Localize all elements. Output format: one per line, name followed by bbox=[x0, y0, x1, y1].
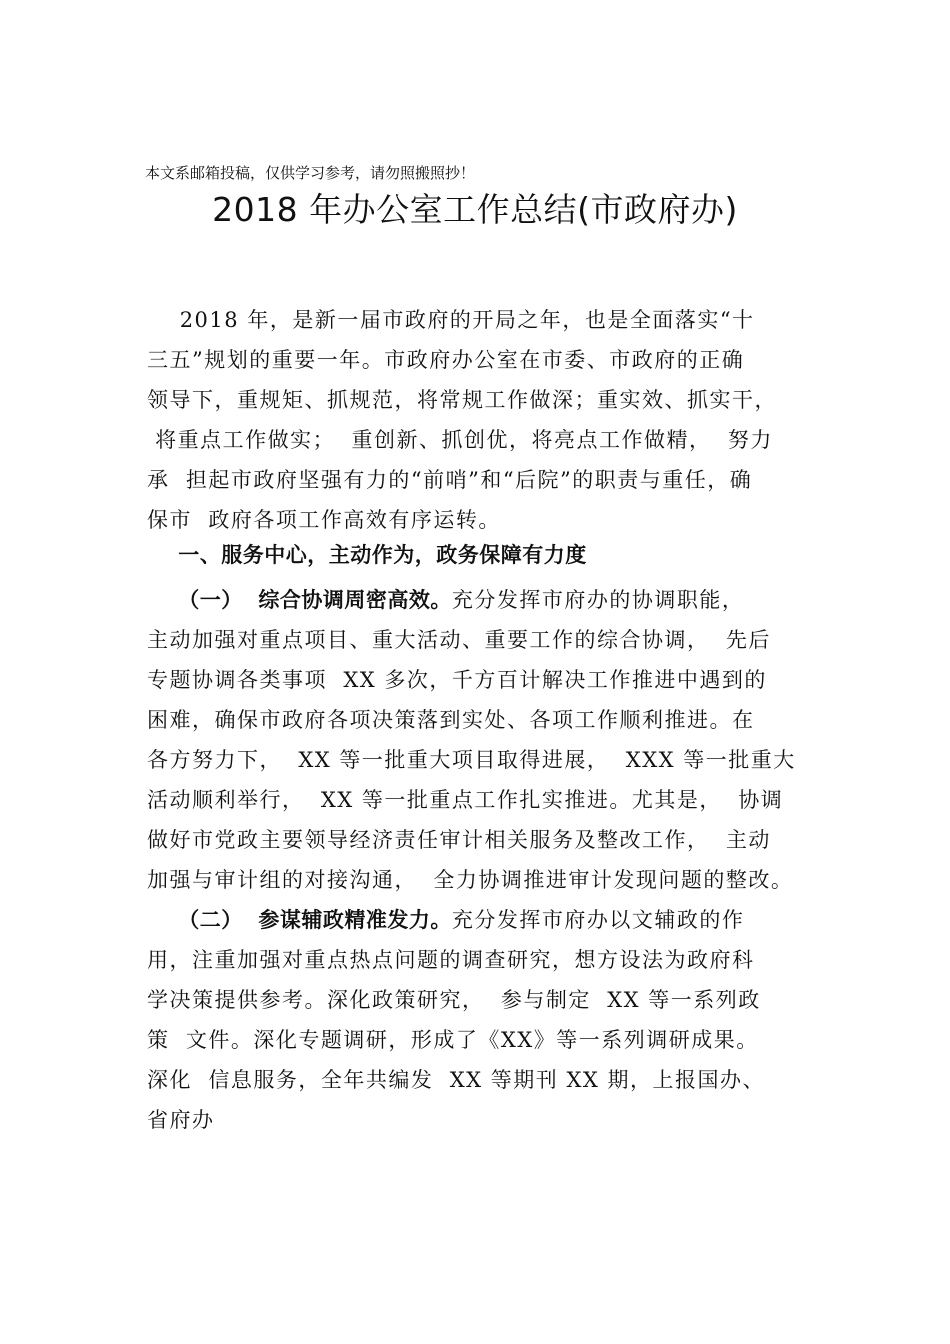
paragraph-1-first-line bbox=[147, 585, 744, 615]
intro-line: 将重点工作做实； 重创新、抓创优，将亮点工作做精， 努力 bbox=[147, 428, 773, 452]
paragraph-line: 深化 信息服务，全年共编发 XX 等期刊 XX 期，上报国办、 bbox=[147, 1068, 766, 1092]
paragraph-1-first-rest: 充分发挥市府办的协调职能， bbox=[451, 588, 745, 612]
paragraph-line: 做好市党政主要领导经济责任审计相关服务及整改工作， 主动 bbox=[147, 828, 771, 852]
document-title: 2018 年办公室工作总结(市政府办) bbox=[212, 190, 738, 229]
paragraph-1-label: （一） 综合协调周密高效。 bbox=[147, 588, 452, 612]
paragraph-line: 活动顺利举行， XX 等一批重点工作扎实推进。尤其是， 协调 bbox=[147, 788, 784, 812]
paragraph-line: 困难，确保市政府各项决策落到实处、各项工作顺利推进。在 bbox=[147, 708, 755, 732]
paragraph-line: 各方努力下， XX 等一批重大项目取得进展， XXX 等一批重大 bbox=[147, 748, 796, 772]
intro-line: 领导下，重规矩、抓规范，将常规工作做深；重实效、抓实干， bbox=[147, 388, 777, 412]
intro-line: 保市 政府各项工作高效有序运转。 bbox=[147, 508, 501, 532]
paragraph-line: 专题协调各类事项 XX 多次，千方百计解决工作推进中遇到的 bbox=[147, 668, 767, 692]
paragraph-2-first-rest: 充分发挥市府办以文辅政的作 bbox=[451, 908, 745, 932]
intro-line: 2018 年，是新一届市政府的开局之年，也是全面落实“十 bbox=[147, 308, 755, 332]
paragraph-line: 用，注重加强对重点热点问题的调查研究，想方设法为政府科 bbox=[147, 948, 755, 972]
paragraph-line: 省府办 bbox=[147, 1108, 215, 1132]
paragraph-line: 策 文件。深化专题调研，形成了《XX》等一系列调研成果。 bbox=[147, 1028, 759, 1052]
intro-line: 承 担起市政府坚强有力的“前哨”和“后院”的职责与重任，确 bbox=[147, 468, 753, 492]
paragraph-line: 主动加强对重点项目、重大活动、重要工作的综合协调， 先后 bbox=[147, 628, 771, 652]
paragraph-line: 学决策提供参考。深化政策研究， 参与制定 XX 等一系列政 bbox=[147, 988, 761, 1012]
paragraph-2-label: （二） 参谋辅政精准发力。 bbox=[147, 908, 452, 932]
intro-line: 三五”规划的重要一年。市政府办公室在市委、市政府的正确 bbox=[147, 348, 745, 372]
section-heading: 一、服务中心，主动作为，政务保障有力度 bbox=[147, 543, 587, 567]
paragraph-2-first-line bbox=[147, 905, 744, 935]
submission-notice: 本文系邮箱投稿，仅供学习参考，请勿照搬照抄！ bbox=[145, 164, 476, 182]
paragraph-line: 加强与审计组的对接沟通， 全力协调推进审计发现问题的整改。 bbox=[147, 868, 794, 892]
